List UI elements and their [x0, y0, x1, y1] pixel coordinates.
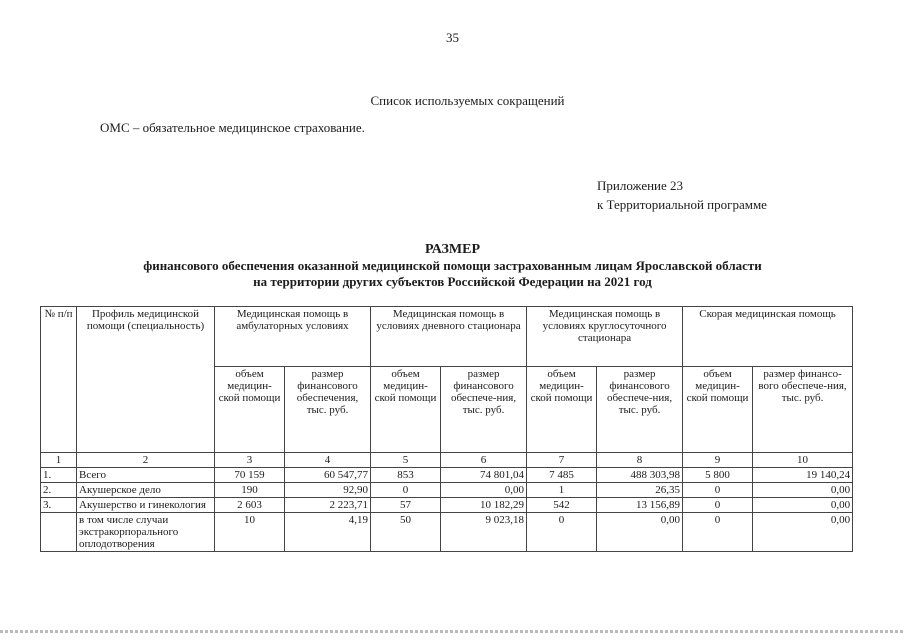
row-number-cell: [41, 513, 77, 552]
row-value-cell: 0: [371, 483, 441, 498]
row-value-cell: 0,00: [597, 513, 683, 552]
column-number: 4: [285, 453, 371, 468]
row-number-cell: 1.: [41, 468, 77, 483]
row-value-cell: 57: [371, 498, 441, 513]
row-value-cell: 0,00: [753, 498, 853, 513]
row-value-cell: 7 485: [527, 468, 597, 483]
row-profile-cell: Акушерство и гинекология: [77, 498, 215, 513]
header-profile: Профиль медицинской помощи (специальность): [77, 307, 215, 453]
scan-edge-divider: [0, 630, 905, 633]
row-value-cell: 9 023,18: [441, 513, 527, 552]
column-number: 5: [371, 453, 441, 468]
header-num: № п/п: [41, 307, 77, 453]
column-number: 1: [41, 453, 77, 468]
row-value-cell: 10 182,29: [441, 498, 527, 513]
header-sub: размер финансового обеспече-ния, тыс. руб.: [441, 367, 527, 453]
row-profile-cell: в том числе случаи экстракорпорального оплодотворения: [77, 513, 215, 552]
header-sub: объем медицин-ской помощи: [371, 367, 441, 453]
page-number: 35: [446, 30, 459, 45]
title-line-2: финансового обеспечения оказанной медицинской помощи застрахованным лицам Ярославской области: [143, 258, 762, 273]
row-value-cell: 0,00: [441, 483, 527, 498]
row-value-cell: 19 140,24: [753, 468, 853, 483]
table-row: [41, 483, 853, 498]
row-value-cell: 542: [527, 498, 597, 513]
table-body: [41, 468, 853, 552]
row-value-cell: 0,00: [753, 483, 853, 498]
appendix-note: [597, 176, 767, 214]
column-number: 9: [683, 453, 753, 468]
row-value-cell: 13 156,89: [597, 498, 683, 513]
header-sub: размер финансо-вого обеспече-ния, тыс. руб.: [753, 367, 853, 453]
column-number: 7: [527, 453, 597, 468]
header-group-ambulatory: Медицинская помощь в амбулаторных условиях: [215, 307, 371, 367]
row-value-cell: 0,00: [753, 513, 853, 552]
row-value-cell: 92,90: [285, 483, 371, 498]
row-value-cell: 2 223,71: [285, 498, 371, 513]
column-number: 3: [215, 453, 285, 468]
row-profile-cell: Всего: [77, 468, 215, 483]
row-profile-cell: Акушерское дело: [77, 483, 215, 498]
row-value-cell: 1: [527, 483, 597, 498]
column-number: 6: [441, 453, 527, 468]
row-value-cell: 26,35: [597, 483, 683, 498]
header-sub: размер финансового обеспечения, тыс. руб.: [285, 367, 371, 453]
row-value-cell: 74 801,04: [441, 468, 527, 483]
row-value-cell: 0: [527, 513, 597, 552]
header-sub: объем медицин-ской помощи: [215, 367, 285, 453]
row-value-cell: 853: [371, 468, 441, 483]
row-value-cell: 0: [683, 483, 753, 498]
row-value-cell: 0: [683, 513, 753, 552]
column-number-row: [41, 453, 853, 468]
row-value-cell: 5 800: [683, 468, 753, 483]
document-title: [0, 242, 905, 290]
table-row: [41, 498, 853, 513]
appendix-line-1: Приложение 23: [597, 178, 684, 193]
table-row: [41, 468, 853, 483]
row-value-cell: 50: [371, 513, 441, 552]
row-value-cell: 10: [215, 513, 285, 552]
table-row: [41, 513, 853, 552]
row-value-cell: 60 547,77: [285, 468, 371, 483]
financing-table: [40, 306, 853, 552]
title-line-1: РАЗМЕР: [424, 242, 480, 257]
abbreviation-item: ОМС – обязательное медицинское страхование.: [100, 120, 365, 135]
header-sub: размер финансового обеспече-ния, тыс. руб.: [597, 367, 683, 453]
row-value-cell: 0: [683, 498, 753, 513]
title-line-3: на территории других субъектов Российской Федерации на 2021 год: [253, 274, 652, 289]
header-group-ambulance: Скорая медицинская помощь: [683, 307, 853, 367]
header-group-day-hospital: Медицинская помощь в условиях дневного стационара: [371, 307, 527, 367]
abbreviations-title: Список используемых сокращений: [370, 93, 565, 108]
row-value-cell: 190: [215, 483, 285, 498]
row-value-cell: 4,19: [285, 513, 371, 552]
row-value-cell: 70 159: [215, 468, 285, 483]
header-sub: объем медицин-ской помощи: [527, 367, 597, 453]
header-sub: объем медицин-ской помощи: [683, 367, 753, 453]
appendix-line-2: к Территориальной программе: [597, 197, 767, 212]
row-value-cell: 488 303,98: [597, 468, 683, 483]
column-number: 10: [753, 453, 853, 468]
row-number-cell: 2.: [41, 483, 77, 498]
table-header-row-1: [41, 307, 853, 367]
row-number-cell: 3.: [41, 498, 77, 513]
header-group-round-clock: Медицинская помощь в условиях круглосуточного стационара: [527, 307, 683, 367]
column-number: 2: [77, 453, 215, 468]
row-value-cell: 2 603: [215, 498, 285, 513]
column-number: 8: [597, 453, 683, 468]
